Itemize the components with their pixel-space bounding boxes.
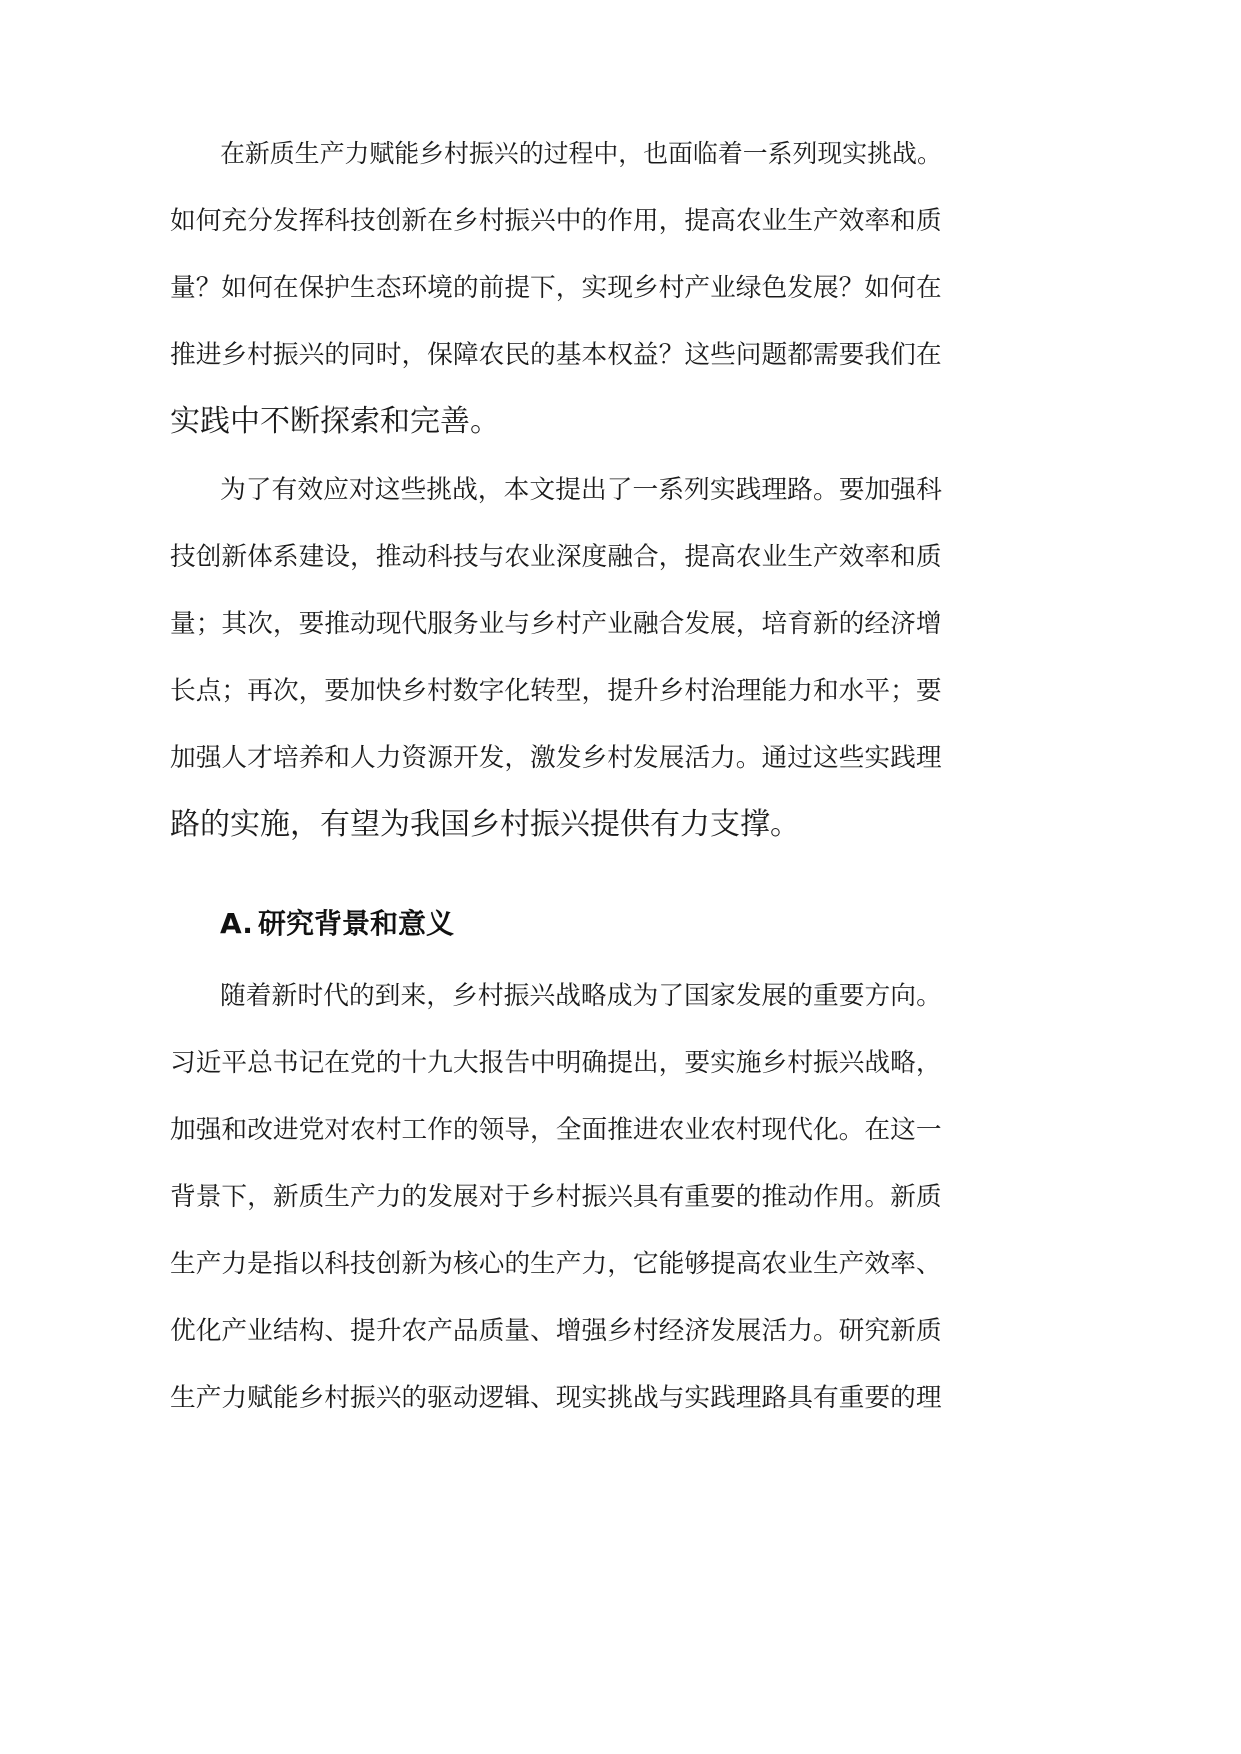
- paragraph-line: 在新质生产力赋能乡村振兴的过程中，也面临着一系列现实挑战。: [220, 139, 942, 168]
- section-number: A.: [220, 907, 253, 940]
- paragraph-line: 生产力赋能乡村振兴的驱动逻辑、现实挑战与实践理路具有重要的理: [170, 1383, 942, 1413]
- paragraph-line: 长点；再次，要加快乡村数字化转型，提升乡村治理能力和水平；要: [170, 676, 942, 706]
- paragraph-line: 量？如何在保护生态环境的前提下，实现乡村产业绿色发展？如何在: [170, 273, 942, 303]
- paragraph-line: 生产力是指以科技创新为核心的生产力，它能够提高农业生产效率、: [170, 1249, 942, 1279]
- paragraph-line: 加强和改进党对农村工作的领导，全面推进农业农村现代化。在这一: [170, 1115, 942, 1145]
- section-title: 研究背景和意义: [258, 907, 455, 940]
- paragraph-line: 推进乡村振兴的同时，保障农民的基本权益？这些问题都需要我们在: [170, 340, 942, 370]
- paragraph-line: 为了有效应对这些挑战，本文提出了一系列实践理路。要加强科: [220, 475, 942, 505]
- paragraph-line: 加强人才培养和人力资源开发，激发乡村发展活力。通过这些实践理: [170, 743, 942, 773]
- paragraph-line: 优化产业结构、提升农产品质量、增强乡村经济发展活力。研究新质: [170, 1316, 942, 1346]
- paragraph-line: 量；其次，要推动现代服务业与乡村产业融合发展，培育新的经济增: [170, 609, 942, 639]
- paragraph-line: 随着新时代的到来，乡村振兴战略成为了国家发展的重要方向。: [220, 981, 942, 1011]
- paragraph-line: 实践中不断探索和完善。: [170, 404, 500, 439]
- paragraph-line: 习近平总书记在党的十九大报告中明确提出，要实施乡村振兴战略，: [170, 1048, 942, 1078]
- paragraph-line: 如何充分发挥科技创新在乡村振兴中的作用，提高农业生产效率和质: [170, 206, 942, 236]
- paragraph-line: 路的实施，有望为我国乡村振兴提供有力支撑。: [170, 807, 800, 842]
- paragraph-line: 技创新体系建设，推动科技与农业深度融合，提高农业生产效率和质: [170, 542, 942, 572]
- paragraph-line: 背景下，新质生产力的发展对于乡村振兴具有重要的推动作用。新质: [170, 1182, 942, 1212]
